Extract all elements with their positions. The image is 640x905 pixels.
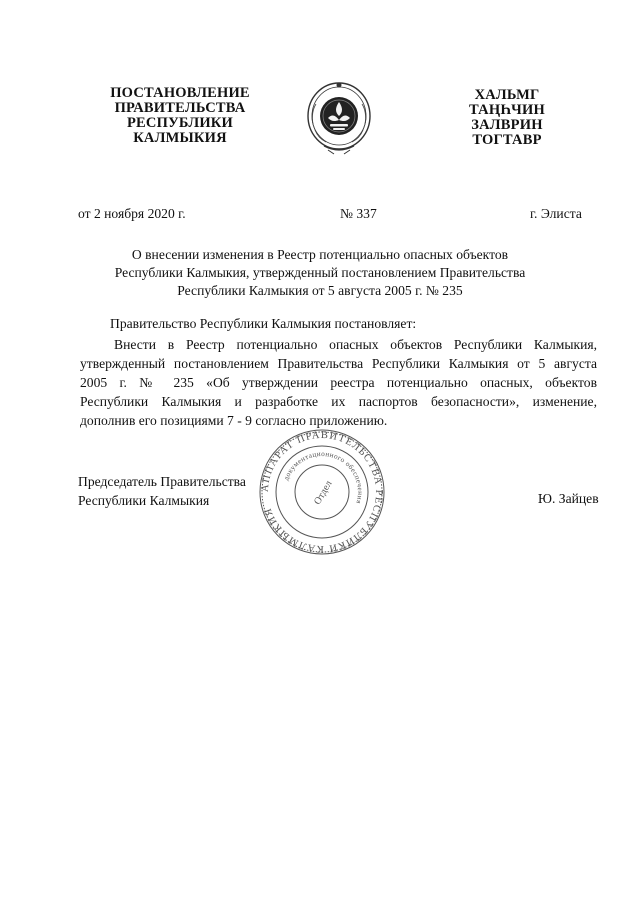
title-line: Республики Калмыкия, утвержденный постановлением Правительства	[114, 265, 526, 280]
header-left-title	[92, 86, 268, 146]
header-left-line: ПОСТАНОВЛЕНИЕ	[110, 85, 250, 101]
resolution-body	[80, 335, 597, 430]
body-line: утвержденный постановлением Правительства Республики Калмыкия от 5 августа	[80, 356, 597, 371]
title-line: Республики Калмыкия от 5 августа 2005 г. № 235	[177, 283, 463, 298]
document-number: № 337	[340, 206, 377, 221]
coat-of-arms-kalmykia-icon	[304, 80, 374, 156]
body-line: дополнив его позициями 7 - 9 согласно приложению.	[80, 413, 388, 428]
body-line: Внести в Реестр потенциально опасных объектов Республики Калмыкия,	[114, 337, 597, 352]
signature-position	[78, 472, 246, 510]
title-line: О внесении изменения в Реестр потенциально опасных объектов	[131, 247, 509, 262]
document-date: от 2 ноября 2020 г.	[78, 206, 186, 221]
header-left-line: ПРАВИТЕЛЬСТВА	[114, 100, 246, 116]
document-city: г. Элиста	[530, 206, 582, 221]
header-right-line: ЗАЛВРИН	[471, 117, 543, 133]
header-left-line: РЕСПУБЛИКИ	[126, 115, 234, 131]
header-right-line: ХАЛЬМГ	[474, 87, 540, 103]
header-right-line: ТОГТАВР	[472, 132, 542, 148]
seal-center-text: Отдел	[312, 478, 335, 507]
signature-position-line: Республики Калмыкия	[78, 493, 210, 508]
header-right-title	[452, 88, 562, 148]
seal-middle-text: документационного обеспечения	[282, 449, 365, 505]
header-right-line: ТАҢҺЧИН	[469, 102, 545, 118]
signature-name: Ю. Зайцев	[538, 491, 599, 506]
signature-position-line: Председатель Правительства	[78, 474, 246, 489]
official-seal	[258, 428, 386, 556]
document-title	[60, 246, 580, 300]
seal-outer-text: АППАРАТ ПРАВИТЕЛЬСТВА РЕСПУБЛИКИ КАЛМЫКИЯ	[259, 429, 385, 555]
header-left-line: КАЛМЫКИЯ	[133, 130, 227, 146]
resolution-intro: Правительство Республики Калмыкия постановляет:	[110, 316, 417, 331]
body-line: Республики Калмыкия и разработке их паспортов безопасности», изменение,	[80, 394, 597, 409]
body-line: 2005 г. № 235 «Об утверждении реестра потенциально опасных, объектов	[80, 375, 597, 390]
